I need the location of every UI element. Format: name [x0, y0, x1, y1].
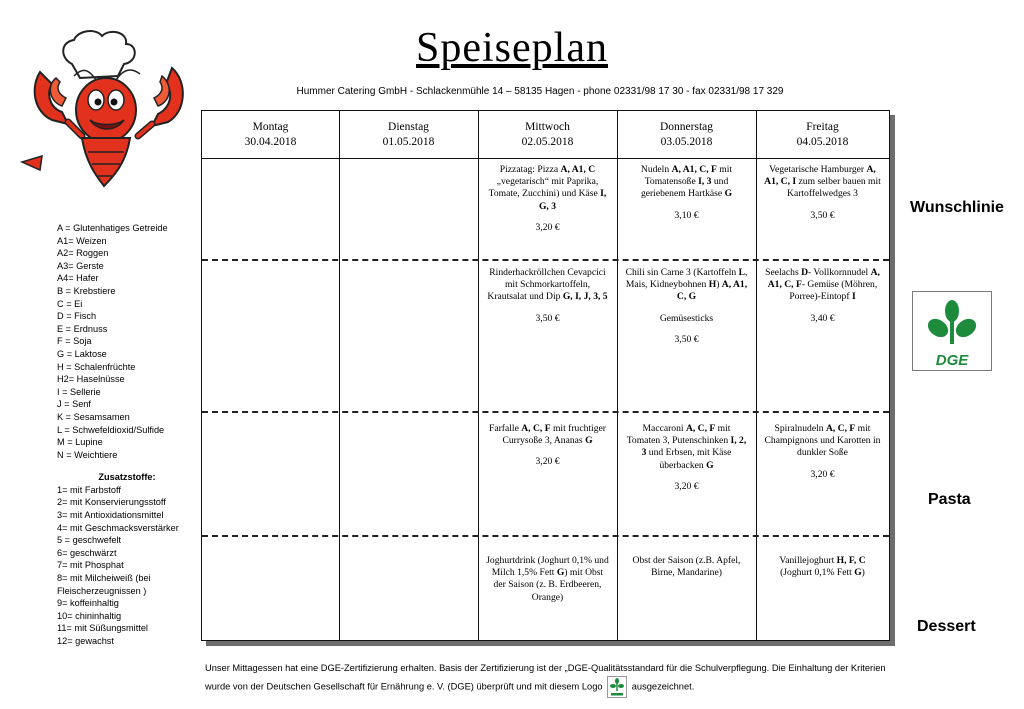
- menu-cell-freitag: [764, 555, 881, 579]
- dish-description: Nudeln A, A1, C, F mit Tomatensoße I, 3 und geriebenem Hartkäse G: [640, 164, 733, 200]
- additive-item: 6= geschwärzt: [57, 547, 117, 558]
- column-divider: [617, 111, 618, 640]
- menu-cell-donnerstag: [625, 423, 748, 493]
- menu-cell-donnerstag: [625, 267, 748, 346]
- day-name: Donnerstag: [659, 121, 713, 133]
- dish-price: 3,10 €: [674, 209, 699, 221]
- dish-price: 3,50 €: [810, 209, 835, 221]
- additive-item: 9= koffeinhaltig: [57, 598, 119, 609]
- allergen-legend: [57, 222, 197, 648]
- additive-item: 8= mit Milcheiweiß (bei: [57, 573, 151, 584]
- dish-description: Farfalle A, C, F mit fruchtiger Currysoße 3, Ananas G: [489, 423, 606, 447]
- day-date: 02.05.2018: [521, 136, 574, 148]
- menu-cell-donnerstag: [625, 555, 748, 579]
- allergen-item: A4= Hafer: [57, 273, 99, 284]
- allergen-item: D = Fisch: [57, 311, 97, 322]
- allergen-item: H = Schalenfrüchte: [57, 361, 136, 372]
- allergen-item: L = Schwefeldioxid/Sulfide: [57, 424, 165, 435]
- allergen-item: K = Sesamsamen: [57, 411, 130, 422]
- dish-price: 3,20 €: [535, 456, 560, 468]
- dge-logo-text: DGE: [935, 352, 969, 369]
- menu-cell-freitag: [764, 164, 881, 222]
- additive-item: 10= chininhaltig: [57, 610, 122, 621]
- column-divider: [339, 111, 340, 640]
- dish-side: Gemüsesticks: [659, 312, 714, 324]
- dish-description: Joghurtdrink (Joghurt 0,1% und Milch 1,5% Fett G) mit Obst der Saison (z. B. Erdbeeren, Orange): [486, 555, 609, 603]
- footer-text-end: ausgezeichnet.: [631, 680, 695, 691]
- day-name: Freitag: [806, 121, 839, 133]
- page-title: Speiseplan: [416, 25, 608, 71]
- dish-description: Maccaroni A, C, F mit Tomaten 3, Putenschinken I, 2, 3 und Erbsen, mit Käse überbacken G: [626, 423, 747, 471]
- additives-title: Zusatzstoffe:: [98, 472, 156, 483]
- allergen-item: J = Senf: [57, 399, 91, 410]
- menu-cell-mittwoch: [486, 267, 609, 325]
- dish-price: 3,20 €: [535, 221, 560, 233]
- allergen-item: A = Glutenhatiges Getreide: [57, 223, 168, 233]
- day-date: 30.04.2018: [244, 136, 297, 148]
- dish-price: 3,50 €: [535, 312, 560, 324]
- dish-price: 3,50 €: [674, 333, 699, 345]
- additive-item: 11= mit Süßungsmittel: [57, 623, 148, 634]
- menu-cell-freitag: [764, 423, 881, 481]
- menu-cell-mittwoch: [486, 555, 609, 604]
- dish-description: Pizzatag: Pizza A, A1, C „vegetarisch“ mit Paprika, Tomate, Zucchini) und Käse I, G, 3: [488, 164, 607, 212]
- dish-description: Chili sin Carne 3 (Kartoffeln L, Mais, Kidneybohnen H) A, A1, C, G: [625, 267, 748, 303]
- day-name: Montag: [252, 121, 289, 133]
- allergen-list: [57, 222, 197, 461]
- lobster-chef-mascot-icon: [12, 28, 200, 190]
- additive-item: 1= mit Farbstoff: [57, 484, 121, 495]
- menu-cell-mittwoch: [486, 423, 609, 469]
- dish-description: Rinderhackröllchen Cevapcici mit Schmorkartoffeln, Krautsalat und Dip G, I, J, 3, 5: [487, 267, 608, 303]
- dge-logo-icon: [913, 292, 991, 370]
- column-divider: [756, 111, 757, 640]
- additive-item: 3= mit Antioxidationsmittel: [57, 510, 164, 521]
- allergen-item: I = Sellerie: [57, 386, 101, 397]
- menu-table: [201, 110, 890, 641]
- allergen-item: E = Erdnuss: [57, 323, 108, 334]
- dge-certification-note: [205, 662, 905, 698]
- day-date: 04.05.2018: [796, 136, 849, 148]
- row-divider: [202, 411, 889, 413]
- additive-item: 4= mit Geschmacksverstärker: [57, 522, 179, 533]
- company-contact-line: Hummer Catering GmbH - Schlackenmühle 14 – 58135 Hagen - phone 02331/98 17 30 - fax 02331/98 17 329: [296, 86, 784, 97]
- dge-mini-logo-icon: [607, 676, 627, 698]
- row-label-dessert: Dessert: [917, 618, 976, 635]
- dish-description: Vanillejoghurt H, F, C (Joghurt 0,1% Fett G): [779, 555, 866, 579]
- dish-description: Spiralnudeln A, C, F mit Champignons und Karotten in dunkler Soße: [764, 423, 881, 459]
- day-header-freitag: [756, 120, 889, 150]
- day-header-dienstag: [339, 120, 478, 150]
- dish-price: 3,20 €: [810, 468, 835, 480]
- additive-item: 5 = geschwefelt: [57, 535, 122, 546]
- day-date: 03.05.2018: [660, 136, 713, 148]
- row-divider: [202, 259, 889, 261]
- menu-cell-donnerstag: [625, 164, 748, 222]
- additive-item: Fleischerzeugnissen ): [57, 585, 147, 596]
- dish-description: Vegetarische Hamburger A, A1, C, I zum selber bauen mit Kartoffelwedges 3: [764, 164, 881, 200]
- allergen-item: A3= Gerste: [57, 260, 104, 271]
- additive-item: 12= gewachst: [57, 636, 114, 646]
- column-divider: [478, 111, 479, 640]
- allergen-item: A2= Roggen: [57, 248, 109, 259]
- allergen-item: H2= Haselnüsse: [57, 374, 125, 385]
- row-divider: [202, 535, 889, 537]
- row-label-wunschlinie: Wunschlinie: [910, 199, 1004, 216]
- dge-logo: [912, 291, 992, 371]
- day-name: Dienstag: [388, 121, 429, 133]
- additive-item: 7= mit Phosphat: [57, 560, 124, 571]
- allergen-item: B = Krebstiere: [57, 285, 116, 296]
- footer-text: Unser Mittagessen hat eine DGE-Zertifizierung erhalten. Basis der Zertifizierung ist der „DGE-Qualitätsstandard für die Schulverpflegung. Die Einhaltung der Kriterien wurde von der Deutschen Gesellschaft für Ernährung e. V. (DGE) überprüft und mit diesem Logo: [205, 663, 886, 691]
- allergen-item: C = Ei: [57, 298, 83, 309]
- day-date: 01.05.2018: [382, 136, 435, 148]
- menu-cell-freitag: [764, 267, 881, 325]
- allergen-item: M = Lupine: [57, 437, 103, 448]
- dish-description: Obst der Saison (z.B. Apfel, Birne, Mandarine): [632, 555, 741, 579]
- allergen-item: A1= Weizen: [57, 235, 107, 246]
- allergen-item: N = Weichtiere: [57, 449, 118, 460]
- day-name: Mittwoch: [525, 121, 570, 133]
- day-header-donnerstag: [617, 120, 756, 150]
- dish-price: 3,20 €: [674, 480, 699, 492]
- menu-cell-mittwoch: [486, 164, 609, 234]
- day-header-montag: [202, 120, 339, 150]
- menu-header-row: [202, 111, 889, 159]
- additive-list: [57, 484, 197, 648]
- allergen-item: F = Soja: [57, 336, 92, 347]
- additive-item: 2= mit Konservierungsstoff: [57, 497, 166, 508]
- dish-description: Seelachs D- Vollkornnudel A, A1, C, F- Gemüse (Möhren, Porree)-Eintopf I: [765, 267, 880, 303]
- day-header-mittwoch: [478, 120, 617, 150]
- row-label-pasta: Pasta: [928, 491, 971, 508]
- allergen-item: G = Laktose: [57, 348, 107, 359]
- dish-price: 3,40 €: [810, 312, 835, 324]
